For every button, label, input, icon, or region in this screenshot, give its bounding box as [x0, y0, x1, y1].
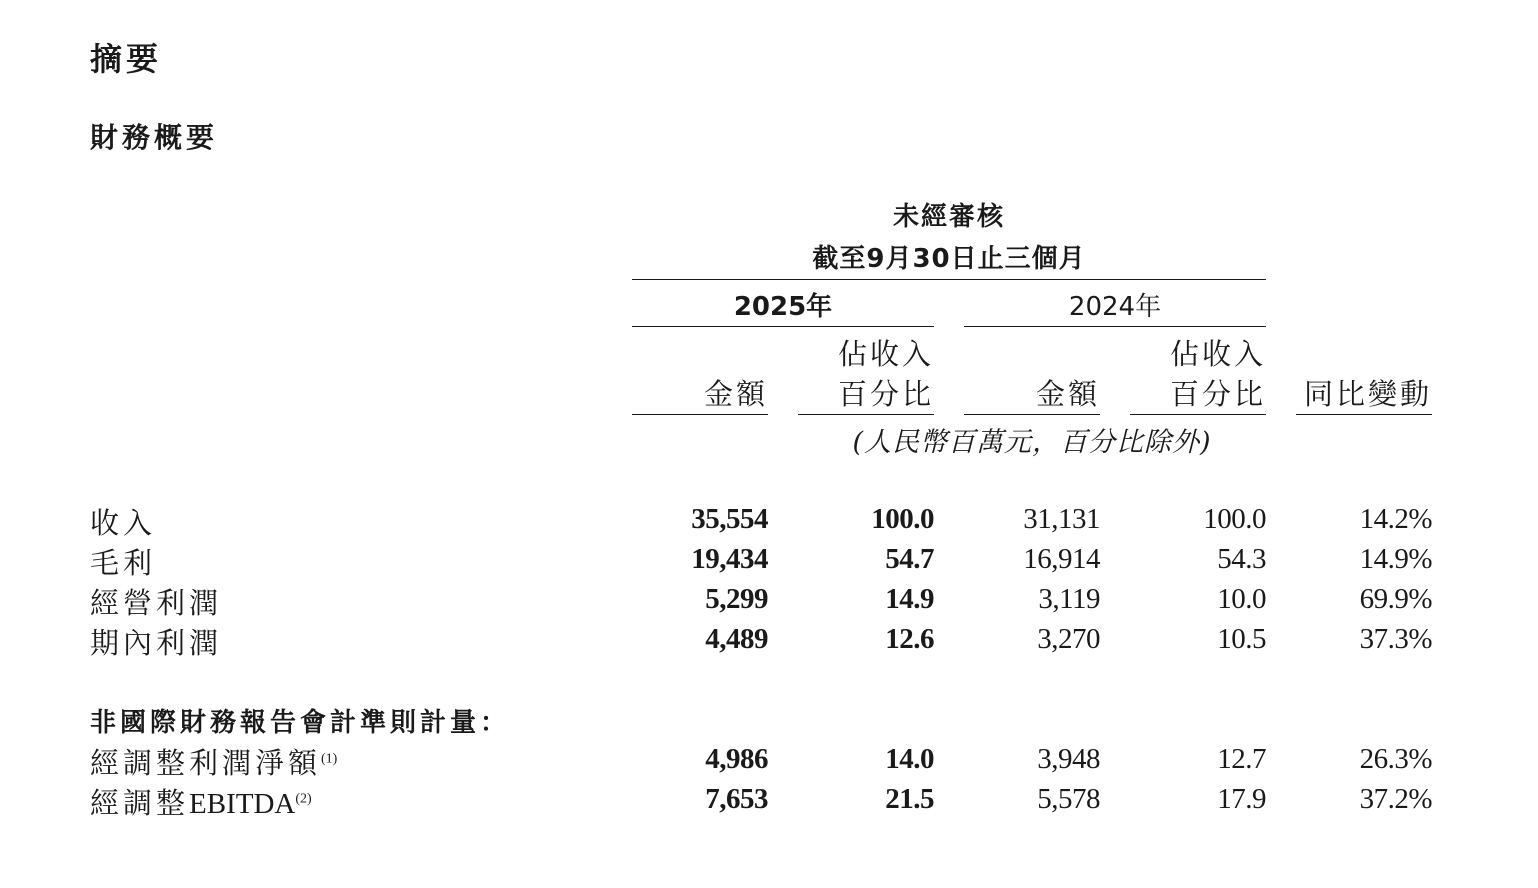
cell-amt-2025: 35,554 — [691, 503, 768, 535]
col-pct-2025-line2: 百分比 — [837, 377, 934, 411]
section-heading: 財務概要 — [90, 121, 219, 154]
rule-col-2 — [798, 414, 934, 415]
cell-yoy: 14.2% — [1359, 503, 1432, 535]
cell-pct-2024: 100.0 — [1203, 503, 1266, 535]
header-rule-top — [632, 279, 1266, 280]
cell-amt-2024: 5,578 — [1037, 783, 1100, 815]
cell-amt-2025: 5,299 — [705, 583, 768, 615]
cell-amt-2024: 16,914 — [1023, 543, 1100, 575]
page-heading: 摘要 — [90, 40, 163, 78]
rule-2024 — [964, 326, 1266, 327]
row-label: 期內利潤 — [90, 626, 223, 660]
rule-col-1 — [632, 414, 768, 415]
col-amount-2024: 金額 — [1035, 377, 1100, 411]
rule-col-5 — [1296, 414, 1432, 415]
cell-pct-2024: 10.5 — [1217, 623, 1266, 655]
cell-yoy: 26.3% — [1359, 743, 1432, 775]
cell-yoy: 14.9% — [1359, 543, 1432, 575]
cell-amt-2025: 4,489 — [705, 623, 768, 655]
cell-pct-2024: 12.7 — [1217, 743, 1266, 775]
cell-pct-2025: 54.7 — [885, 543, 934, 575]
cell-amt-2024: 3,119 — [1038, 583, 1100, 615]
row-label-cn: 經調整 — [90, 786, 190, 820]
rule-2025 — [632, 326, 934, 327]
cell-pct-2025: 12.6 — [885, 623, 934, 655]
cell-amt-2025: 19,434 — [691, 543, 768, 575]
cell-pct-2025: 21.5 — [885, 783, 934, 815]
footnote-marker: (2) — [295, 791, 312, 807]
cell-yoy: 37.3% — [1359, 623, 1432, 655]
non-ifrs-heading: 非國際財務報告會計準則計量： — [90, 708, 511, 738]
col-amount-2025: 金額 — [703, 377, 768, 411]
col-pct-2024-line1: 佔收入 — [1169, 337, 1266, 371]
cell-yoy: 37.2% — [1359, 783, 1432, 815]
cell-amt-2025: 4,986 — [705, 743, 768, 775]
cell-amt-2024: 31,131 — [1023, 503, 1100, 535]
cell-yoy: 69.9% — [1359, 583, 1432, 615]
header-year-2025: 2025年 — [733, 292, 833, 322]
row-label-en: EBITDA — [189, 788, 296, 820]
col-pct-2025-line1: 佔收入 — [837, 337, 934, 371]
header-period: 截至9月30日止三個月 — [812, 244, 1086, 274]
unit-note: (人民幣百萬元，百分比除外) — [852, 427, 1212, 458]
cell-amt-2024: 3,948 — [1037, 743, 1100, 775]
cell-pct-2025: 14.0 — [885, 743, 934, 775]
header-year-2024: 2024年 — [1068, 292, 1162, 322]
rule-col-4 — [1130, 414, 1266, 415]
cell-pct-2024: 17.9 — [1217, 783, 1266, 815]
rule-col-3 — [964, 414, 1100, 415]
footnote-marker: (1) — [321, 751, 338, 767]
row-label — [90, 781, 312, 822]
cell-pct-2024: 54.3 — [1217, 543, 1266, 575]
col-pct-2024-line2: 百分比 — [1169, 377, 1266, 411]
cell-amt-2025: 7,653 — [705, 783, 768, 815]
header-unaudited: 未經審核 — [892, 202, 1005, 232]
cell-pct-2025: 100.0 — [871, 503, 934, 535]
row-label: 收入 — [90, 506, 157, 540]
cell-pct-2025: 14.9 — [885, 583, 934, 615]
row-label: 毛利 — [90, 546, 157, 580]
col-yoy: 同比變動 — [1303, 377, 1432, 411]
cell-amt-2024: 3,270 — [1037, 623, 1100, 655]
row-label — [90, 741, 337, 782]
row-label: 經營利潤 — [90, 586, 223, 620]
row-label-cn: 經調整利潤淨額 — [90, 746, 322, 780]
cell-pct-2024: 10.0 — [1217, 583, 1266, 615]
